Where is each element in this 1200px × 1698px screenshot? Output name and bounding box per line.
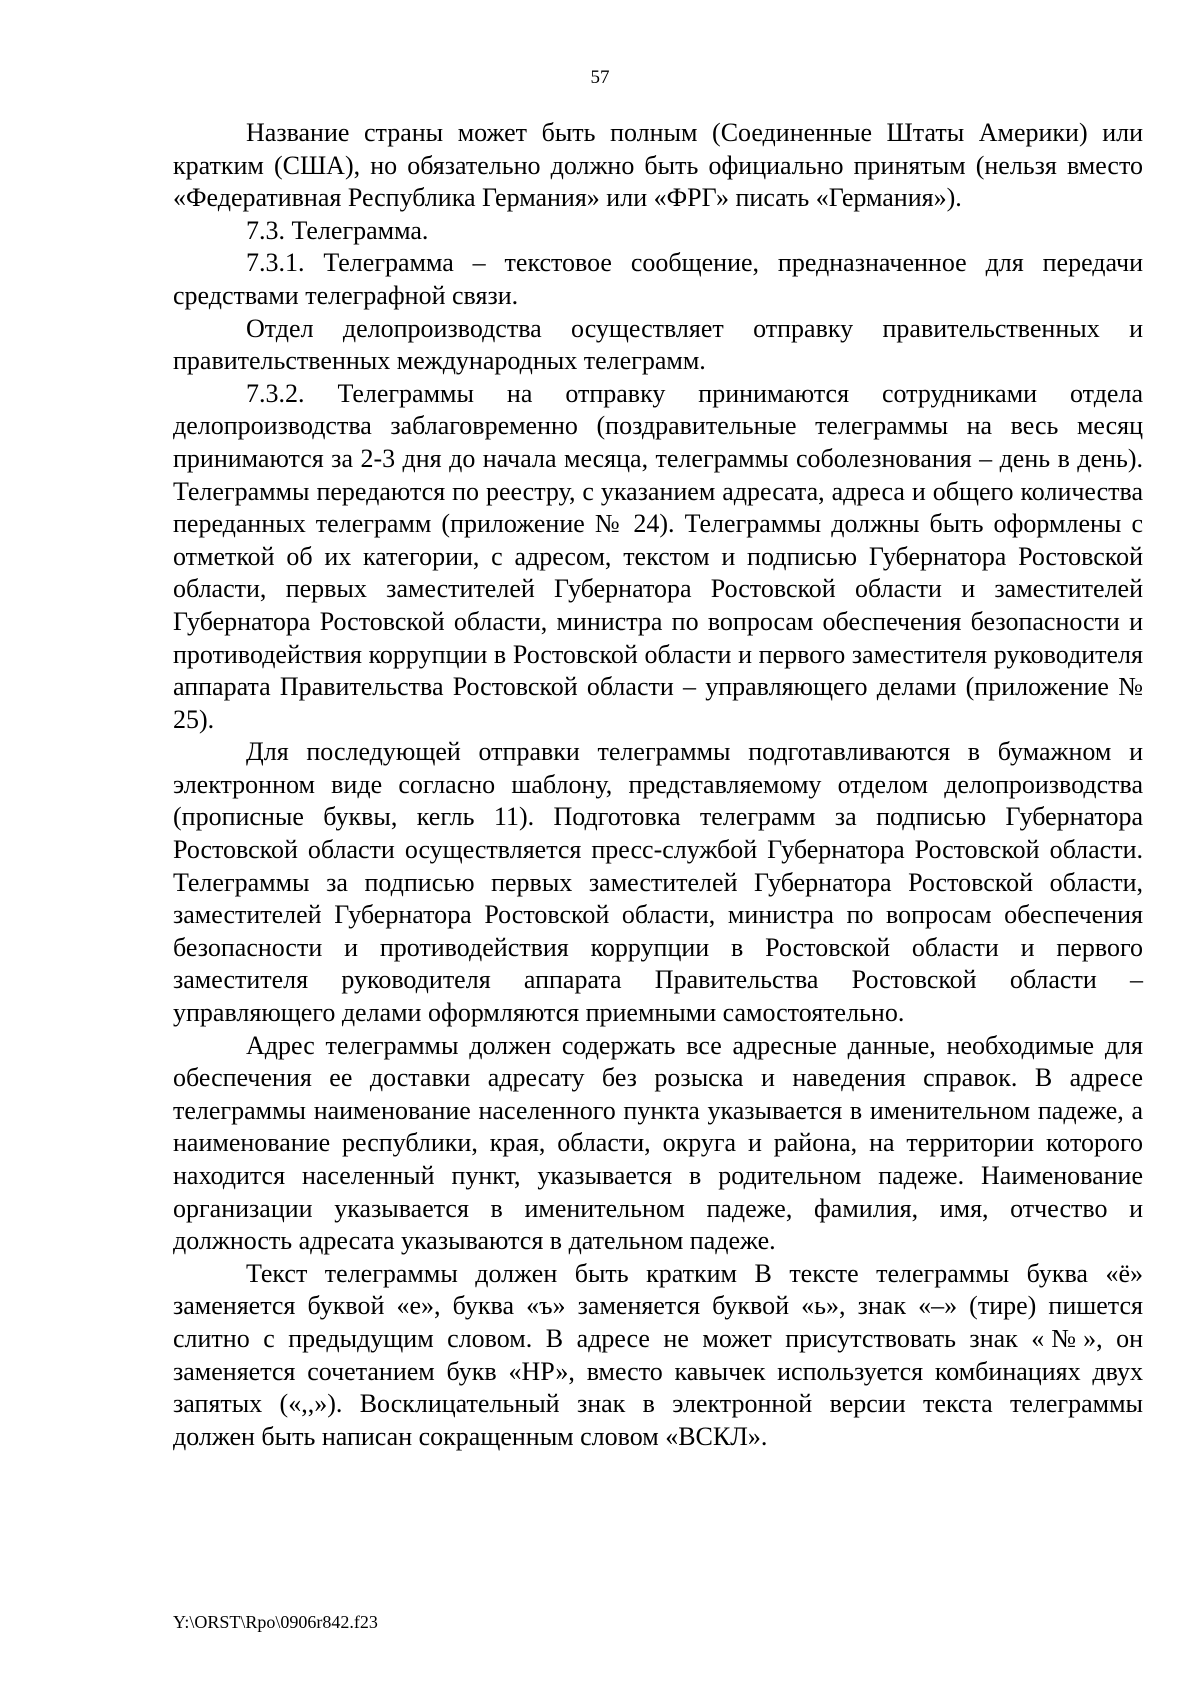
paragraph-country-name: Название страны может быть полным (Соединенные Штаты Америки) или кратким (США), но обязательно должно быть официально принятым (нельзя вместо «Федеративная Республика Германия» или «ФРГ» писать «Германия»). [173, 118, 1143, 213]
paragraph-address: Адрес телеграммы должен содержать все адресные данные, необходимые для обеспечения ее доставки адресату без розыска и наведения справок. В адресе телеграммы наименование населенного пункта указывается в именительном падеже, а наименование республики, края, области, округа и района, на территории которого находится населенный пункт, указывается в родительном падеже. Наименование организации указывается в именительном падеже, фамилия, имя, отчество и должность адресата указываются в дательном падеже. [173, 1030, 1143, 1256]
page-number: 57 [590, 67, 610, 88]
paragraph-7-3-1: 7.3.1. Телеграмма – текстовое сообщение, предназначенное для передачи средствами телеграфной связи. [173, 248, 1143, 310]
paragraph-department: Отдел делопроизводства осуществляет отправку правительственных и правительственных международных телеграмм. [173, 313, 1143, 376]
paragraph-preparation: Для последующей отправки телеграммы подготавливаются в бумажном и электронном виде согласно шаблону, представляемому отделом делопроизводства (прописные буквы, кегль 11). Подготовка телеграмм за подписью Губернатора Ростовской области осуществляется пресс-службой Губернатора Ростовской области. Телеграммы за подписью первых заместителей Губернатора Ростовской области, заместителей Губернатора Ростовской области, министра по вопросам обеспечения безопасности и противодействия коррупции в Ростовской области и первого заместителя руководителя аппарата Правительства Ростовской области – управляющего делами оформляются приемными самостоятельно. [173, 737, 1143, 1028]
footer-file-path: Y:\ORST\Rpo\0906r842.f23 [173, 1612, 378, 1632]
section-heading-7-3: 7.3. Телеграмма. [246, 215, 429, 245]
document-body [173, 117, 1143, 1453]
paragraph-text-rules: Текст телеграммы должен быть кратким В тексте телеграммы буква «ё» заменяется буквой «е», буква «ъ» заменяется буквой «ь», знак «–» (тире) пишется слитно с предыдущим словом. В адресе не может присутствовать знак «№», он заменяется сочетанием букв «НР», вместо кавычек используется комбинациях двух запятых («,,»). Восклицательный знак в электронной версии текста телеграммы должен быть написан сокращенным словом «ВСКЛ». [173, 1258, 1143, 1451]
paragraph-7-3-2: 7.3.2. Телеграммы на отправку принимаются сотрудниками отдела делопроизводства заблаговременно (поздравительные телеграммы на весь месяц принимаются за 2-3 дня до начала месяца, телеграммы соболезнования – день в день). Телеграммы передаются по реестру, с указанием адресата, адреса и общего количества переданных телеграмм (приложение № 24). Телеграммы должны быть оформлены с отметкой об их категории, с адресом, текстом и подписью Губернатора Ростовской области, первых заместителей Губернатора Ростовской области и заместителей Губернатора Ростовской области, министра по вопросам обеспечения безопасности и противодействия коррупции в Ростовской области и первого заместителя руководителя аппарата Правительства Ростовской области – управляющего делами (приложение № 25). [173, 378, 1143, 734]
